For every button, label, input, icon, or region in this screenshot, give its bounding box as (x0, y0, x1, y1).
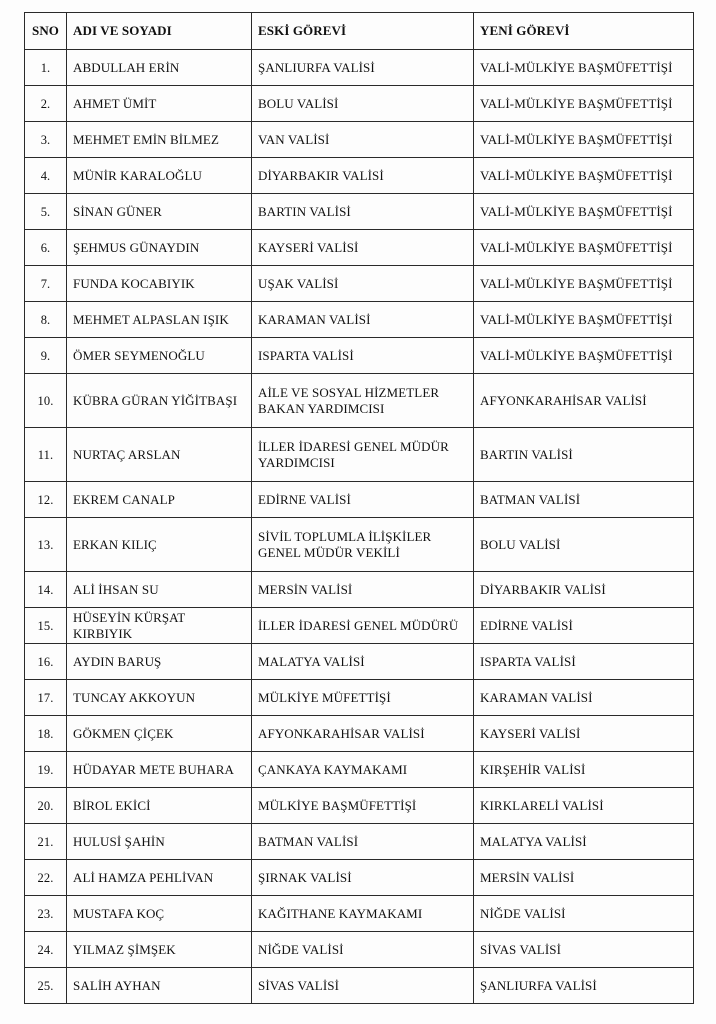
cell-old-role: EDİRNE VALİSİ (252, 482, 474, 518)
cell-new-role: MERSİN VALİSİ (474, 860, 694, 896)
cell-name: KÜBRA GÜRAN YİĞİTBAŞI (67, 374, 252, 428)
cell-sno: 2. (25, 86, 67, 122)
header-name: ADI VE SOYADI (67, 13, 252, 50)
cell-new-role: VALİ-MÜLKİYE BAŞMÜFETTİŞİ (474, 338, 694, 374)
cell-sno: 15. (25, 608, 67, 644)
cell-new-role: BATMAN VALİSİ (474, 482, 694, 518)
cell-name: TUNCAY AKKOYUN (67, 680, 252, 716)
cell-new-role: EDİRNE VALİSİ (474, 608, 694, 644)
table-row (25, 644, 694, 680)
cell-name: SİNAN GÜNER (67, 194, 252, 230)
appointments-table (24, 12, 694, 1004)
cell-old-role: UŞAK VALİSİ (252, 266, 474, 302)
cell-sno: 7. (25, 266, 67, 302)
cell-sno: 13. (25, 518, 67, 572)
table-row (25, 788, 694, 824)
cell-old-role: BOLU VALİSİ (252, 86, 474, 122)
cell-new-role: VALİ-MÜLKİYE BAŞMÜFETTİŞİ (474, 230, 694, 266)
cell-new-role: KARAMAN VALİSİ (474, 680, 694, 716)
table-row (25, 266, 694, 302)
cell-new-role: KIRŞEHİR VALİSİ (474, 752, 694, 788)
cell-new-role: VALİ-MÜLKİYE BAŞMÜFETTİŞİ (474, 302, 694, 338)
cell-sno: 11. (25, 428, 67, 482)
cell-name: ŞEHMUS GÜNAYDIN (67, 230, 252, 266)
cell-new-role: VALİ-MÜLKİYE BAŞMÜFETTİŞİ (474, 158, 694, 194)
cell-name: MEHMET EMİN BİLMEZ (67, 122, 252, 158)
cell-new-role: VALİ-MÜLKİYE BAŞMÜFETTİŞİ (474, 50, 694, 86)
cell-name: NURTAÇ ARSLAN (67, 428, 252, 482)
cell-old-role: ŞANLIURFA VALİSİ (252, 50, 474, 86)
cell-name: HÜDAYAR METE BUHARA (67, 752, 252, 788)
cell-new-role: VALİ-MÜLKİYE BAŞMÜFETTİŞİ (474, 194, 694, 230)
cell-old-role: ÇANKAYA KAYMAKAMI (252, 752, 474, 788)
cell-name: HULUSİ ŞAHİN (67, 824, 252, 860)
cell-sno: 3. (25, 122, 67, 158)
table-row (25, 896, 694, 932)
cell-old-role: BARTIN VALİSİ (252, 194, 474, 230)
cell-sno: 24. (25, 932, 67, 968)
cell-sno: 20. (25, 788, 67, 824)
cell-old-role: İLLER İDARESİ GENEL MÜDÜR YARDIMCISI (252, 428, 474, 482)
cell-sno: 6. (25, 230, 67, 266)
cell-old-role: KAYSERİ VALİSİ (252, 230, 474, 266)
cell-old-role: ISPARTA VALİSİ (252, 338, 474, 374)
header-sno: SNO (25, 13, 67, 50)
table-row (25, 374, 694, 428)
cell-old-role: KARAMAN VALİSİ (252, 302, 474, 338)
cell-sno: 12. (25, 482, 67, 518)
cell-new-role: VALİ-MÜLKİYE BAŞMÜFETTİŞİ (474, 86, 694, 122)
cell-sno: 1. (25, 50, 67, 86)
cell-new-role: MALATYA VALİSİ (474, 824, 694, 860)
cell-new-role: NİĞDE VALİSİ (474, 896, 694, 932)
cell-old-role: NİĞDE VALİSİ (252, 932, 474, 968)
cell-name: ALİ HAMZA PEHLİVAN (67, 860, 252, 896)
table-row (25, 932, 694, 968)
cell-old-role: AİLE VE SOSYAL HİZMETLER BAKAN YARDIMCISI (252, 374, 474, 428)
table-row (25, 824, 694, 860)
cell-old-role: İLLER İDARESİ GENEL MÜDÜRÜ (252, 608, 474, 644)
cell-sno: 19. (25, 752, 67, 788)
cell-name: AHMET ÜMİT (67, 86, 252, 122)
cell-old-role: ŞIRNAK VALİSİ (252, 860, 474, 896)
cell-new-role: VALİ-MÜLKİYE BAŞMÜFETTİŞİ (474, 122, 694, 158)
cell-new-role: BOLU VALİSİ (474, 518, 694, 572)
table-row (25, 968, 694, 1004)
cell-sno: 8. (25, 302, 67, 338)
cell-name: SALİH AYHAN (67, 968, 252, 1004)
cell-sno: 25. (25, 968, 67, 1004)
cell-sno: 16. (25, 644, 67, 680)
cell-name: YILMAZ ŞİMŞEK (67, 932, 252, 968)
cell-name: ERKAN KILIÇ (67, 518, 252, 572)
table-row (25, 428, 694, 482)
cell-new-role: SİVAS VALİSİ (474, 932, 694, 968)
cell-name: BİROL EKİCİ (67, 788, 252, 824)
header-new-role: YENİ GÖREVİ (474, 13, 694, 50)
table-row (25, 194, 694, 230)
table-header-row (25, 13, 694, 50)
table-row (25, 122, 694, 158)
cell-new-role: KAYSERİ VALİSİ (474, 716, 694, 752)
cell-sno: 18. (25, 716, 67, 752)
cell-new-role: AFYONKARAHİSAR VALİSİ (474, 374, 694, 428)
cell-sno: 22. (25, 860, 67, 896)
table-row (25, 86, 694, 122)
cell-old-role: BATMAN VALİSİ (252, 824, 474, 860)
header-old-role: ESKİ GÖREVİ (252, 13, 474, 50)
cell-old-role: MALATYA VALİSİ (252, 644, 474, 680)
table-row (25, 338, 694, 374)
cell-new-role: DİYARBAKIR VALİSİ (474, 572, 694, 608)
table-row (25, 302, 694, 338)
cell-new-role: KIRKLARELİ VALİSİ (474, 788, 694, 824)
cell-new-role: ISPARTA VALİSİ (474, 644, 694, 680)
cell-name: ALİ İHSAN SU (67, 572, 252, 608)
cell-old-role: VAN VALİSİ (252, 122, 474, 158)
table-row (25, 608, 694, 644)
table-row (25, 572, 694, 608)
cell-name: HÜSEYİN KÜRŞAT KIRBIYIK (67, 608, 252, 644)
table-row (25, 680, 694, 716)
table-row (25, 518, 694, 572)
cell-sno: 14. (25, 572, 67, 608)
cell-old-role: SİVİL TOPLUMLA İLİŞKİLER GENEL MÜDÜR VEKİLİ (252, 518, 474, 572)
table-row (25, 158, 694, 194)
table-row (25, 860, 694, 896)
cell-new-role: ŞANLIURFA VALİSİ (474, 968, 694, 1004)
cell-name: ÖMER SEYMENOĞLU (67, 338, 252, 374)
cell-new-role: BARTIN VALİSİ (474, 428, 694, 482)
cell-name: MÜNİR KARALOĞLU (67, 158, 252, 194)
cell-name: EKREM CANALP (67, 482, 252, 518)
table-row (25, 752, 694, 788)
cell-old-role: MÜLKİYE MÜFETTİŞİ (252, 680, 474, 716)
table-row (25, 716, 694, 752)
cell-sno: 10. (25, 374, 67, 428)
cell-old-role: AFYONKARAHİSAR VALİSİ (252, 716, 474, 752)
cell-sno: 9. (25, 338, 67, 374)
cell-name: GÖKMEN ÇİÇEK (67, 716, 252, 752)
cell-name: FUNDA KOCABIYIK (67, 266, 252, 302)
cell-old-role: MÜLKİYE BAŞMÜFETTİŞİ (252, 788, 474, 824)
cell-old-role: KAĞITHANE KAYMAKAMI (252, 896, 474, 932)
table-row (25, 230, 694, 266)
cell-name: AYDIN BARUŞ (67, 644, 252, 680)
cell-sno: 23. (25, 896, 67, 932)
cell-new-role: VALİ-MÜLKİYE BAŞMÜFETTİŞİ (474, 266, 694, 302)
cell-name: ABDULLAH ERİN (67, 50, 252, 86)
cell-sno: 5. (25, 194, 67, 230)
cell-name: MUSTAFA KOÇ (67, 896, 252, 932)
cell-sno: 4. (25, 158, 67, 194)
cell-name: MEHMET ALPASLAN IŞIK (67, 302, 252, 338)
cell-old-role: DİYARBAKIR VALİSİ (252, 158, 474, 194)
cell-sno: 21. (25, 824, 67, 860)
cell-old-role: SİVAS VALİSİ (252, 968, 474, 1004)
table-row (25, 482, 694, 518)
table-row (25, 50, 694, 86)
cell-old-role: MERSİN VALİSİ (252, 572, 474, 608)
cell-sno: 17. (25, 680, 67, 716)
